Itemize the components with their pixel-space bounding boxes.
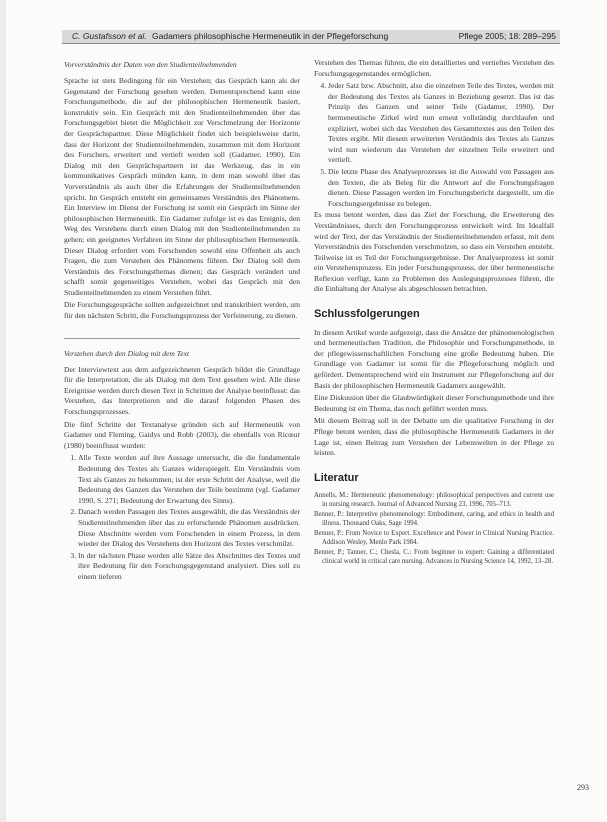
list-item: 5. Die letzte Phase des Analyseprozesses ist die Auswahl von Passagen aus den Texten, die als Beleg für die Antwort auf die Forschungsfragen dienen. Diese Passagen werden im Forschungsbericht dargestellt, um die Forschungsergebnisse zu belegen. (328, 167, 554, 209)
page-number: 293 (577, 783, 589, 792)
reference-item: Benner, P.: Interpretive phenomenology: Embodiment, caring, and ethics in health and illness. Thousand Oaks, Sage 1994. (314, 511, 554, 528)
paragraph: Sprache ist stets Bedingung für ein Verstehen; das Gespräch kann als der Gegenstand der Forschung gesehen werden. Dementsprechend kann eine Forschungsmethode, die auf der philosophischen Hermeneutik basiert, konstruktiv sein. Ein Gespräch mit den Studienteilnehmenden über das Forschungsgebiet bietet die Möglichkeit zur Verschmelzung der Horizonte der Gesprächspartner. Diese Möglichkeit findet sich beispielsweise darin, dass der Horizont der Studienteilnehmenden, zusammen mit dem Horizont des Forschers, erweitert und vertieft werden soll (Gadamer, 1990). Ein Dialog mit den Gesprächspartnern ist das Werkzeug, das in ein kommunikatives Gespräch münden kann, in dem man sowohl über das Vorverständnis als auch über die Erfahrungen der Studienteilnehmenden spricht. Im Gespräch entsteht ein gemeinsames Verständnis des Phänomens. Ein Interview im Dienst der Forschung ist somit ein Gespräch im Sinne der philosophischen Hermeneutik. Ein Gadamer zufolge ist es das Ereignis, den Weg des Verstehens durch einen Dialog mit den Studienteilnehmenden zu gehen; ein geeignetes Verfahren im Sinne der philosophischen Hermeneutik. Dieser Dialog erfordert vom Forschenden sowohl eine Offenheit als auch Fragen, die zum Verstehen des Phänomens führen. Der Dialog soll dem Verständnis des Forschungsthemas dienen; das Gespräch verändert und schafft somit gegenseitiges Verstehen, wobei das Gespräch mit den Studienteilnehmenden zu einem Verstehen führt. (64, 76, 300, 297)
header-journal: Pflege 2005; 18: 289–295 (458, 31, 556, 41)
paragraph: Eine Diskussion über die Glaubwürdigkeit dieser Forschungsmethode und ihre Bedeutung ist ein Thema, das noch geführt werden muss. (314, 393, 554, 413)
header-authors: C. Gustafsson et al. (72, 31, 147, 41)
divider (64, 338, 300, 339)
reference-item: Annells, M.: Hermeneutic phenomenology: philosophical perspectives and current use in nursing research. Journal of Advanced Nursing 23, 1996, 705–713. (314, 492, 554, 509)
section-heading-literature: Literatur (314, 471, 359, 484)
left-column (64, 60, 300, 584)
header-title: Gadamers philosophische Hermeneutik in der Pflegeforschung (152, 31, 389, 41)
paragraph: In diesem Artikel wurde aufgezeigt, dass die Ansätze der phänomenologischen und hermeneutischen Tradition, die Philosophie und Forschungsmethode, in der pflegewissenschaftlichen Forschung eine große Bedeutung haben. Die Grundlage von Gadamer ist somit für die Pflegeforschung möglich und gefördert. Dementsprechend wird ein Instrument zur Pflegeforschung auf der Basis der philosophischen Hermeneutik Gadamers ausgewählt. (314, 327, 554, 390)
paragraph: Verstehen des Themas führen, die ein detailliertes und vertieftes Verstehen des Forschungsgegenstandes ermöglichen. (314, 58, 554, 78)
binding-shadow (0, 0, 6, 822)
list-item: 2. Danach werden Passagen des Textes ausgewählt, die das Verständnis der Studienteilnehmenden über das zu erforschende Phänomen ausdrücken. Diese Abschnitte werden vom Forschenden in einem Prozess, in dem wieder der Dialog des Verstehens den Horizont des Textes verschmilzt. (78, 507, 300, 549)
analysis-steps-list (64, 453, 300, 582)
list-item: 3. In der nächsten Phase werden alle Sätze des Abschnittes des Textes und ihre Bedeutung für den Forschungsgegenstand analysiert. Dies soll zu einem tieferen (78, 551, 300, 583)
reference-item: Benner, P.: From Novice to Expert. Excellence and Power in Clinical Nursing Practice. Addison Wesley, Menlo Park 1984. (314, 530, 554, 547)
section-heading-conclusions: Schlussfolgerungen (314, 308, 420, 321)
paragraph: Die fünf Schritte der Textanalyse gründen sich auf Hermeneutik von Gadamer und Fleming, Gaidys und Robb (2003), die ebenfalls von Ricœur (1980) beeinflusst wurden: (64, 419, 300, 450)
subheading-1: Vorverständnis der Daten von den Studienteilnehmenden (64, 60, 237, 69)
analysis-steps-list-continued (314, 81, 554, 209)
list-item: 1. Alle Texte werden auf ihre Aussage untersucht, die die fundamentale Bedeutung des Textes als Ganzes widerspiegelt. Ein Verständnis vom Text als Ganzes zu bekommen, ist der erste Schritt der Analyse, weil die Bedeutung des Ganzen das Verstehen der Teile bestimmt (vgl. Gadamer 1990, S. 271; Bedeutung der Erwartung des Sinns). (78, 453, 300, 506)
subheading-2: Verstehen durch den Dialog mit dem Text (64, 348, 190, 358)
paragraph: Der Interviewtext aus dem aufgezeichneten Gespräch bildet die Grundlage für die Interpretation, die als Dialog mit dem Text gesehen wird. Alle diese Ereignisse werden durch diesen Text in Schritten der Analyse beeinflusst: das Verstehen, das Interpretieren und die darauf folgenden Phasen des Forschungsprozesses. (64, 364, 300, 417)
paragraph: Es muss betont werden, dass das Ziel der Forschung, die Erweiterung des Verständnisses, durch den Forschungsprozess entwickelt wird. Im Idealfall wird der Text, der das Verständnis der Studienteilnehmenden erfasst, mit dem Vorverständnis des Forschenden verschmolzen, so dass ein Verstehen entsteht. Teilweise ist es Teil der Forschungsergebnisse. Der Analyseprozess ist somit ein Verstehensprozess. Ein jeder Forschungsprozess, der über hermeneutische Reflexion verfügt, kann zu Problemen des Auslegungsprozesses führen, die die Einhaltung der Analyse als abgeschlossen betrachten. (314, 210, 554, 294)
reference-item: Benner, P.; Tanner, C.; Chesla, C.: From beginner to expert: Gaining a differentiated clinical world in critical care nursing. Advances in Nursing Science 14, 1992, 13–28. (314, 549, 554, 566)
right-column (314, 58, 554, 567)
running-header (62, 30, 560, 44)
paragraph: Die Forschungsgespräche sollten aufgezeichnet und transkribiert werden, um für den nächsten Schritt, die Forschungsprozess der Verfeinerung, zu dienen. (64, 300, 300, 321)
reference-list (314, 491, 554, 566)
paragraph: Mit diesem Beitrag soll in der Debatte um die qualitative Forschung in der Pflege betont werden, dass die philosophische Hermeneutik Gadamers in der Lage ist, einen Beitrag zum Verstehen der Lebenswelten in der Pflege zu leisten. (314, 416, 554, 458)
list-item: 4. Jeder Satz bzw. Abschnitt, also die einzelnen Teile des Textes, werden mit der Bedeutung des Textes als Ganzes in Beziehung gesetzt. Das ist das Prinzip des Ganzen und seiner Teile (Gadamer, 1990). Der hermeneutische Zirkel wird nun erneut vollständig durchlaufen und expliziert, wobei sich das Verstehen des Gesamttextes aus den Teilen des Textes ergibt. Mit diesem erweiterten Verständnis des Textes als Ganzes wird nun wiederum das Verstehen der einzelnen Teile erweitert und vertieft. (328, 81, 554, 166)
